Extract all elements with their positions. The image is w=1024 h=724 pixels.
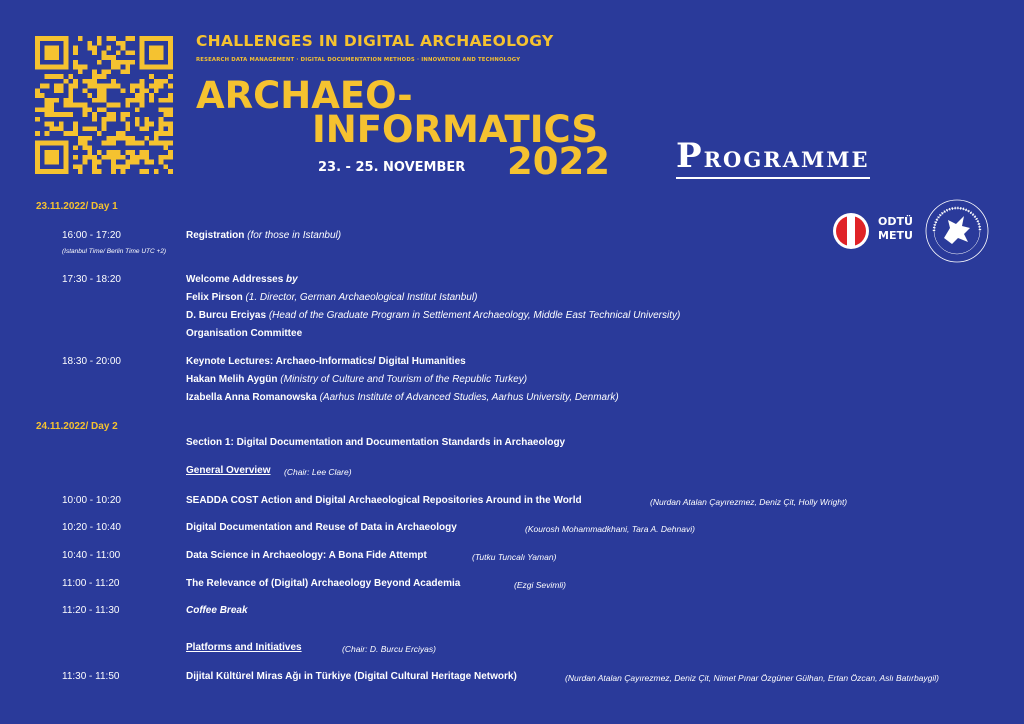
keynote-title: Keynote Lectures: Archaeo-Informatics/ Digital Humanities [186, 356, 466, 367]
talk-time: 10:40 - 11:00 [62, 550, 121, 561]
section-title: Section 1: Digital Documentation and Documentation Standards in Archaeology [186, 437, 566, 448]
talk-authors: (Tutku Tuncalı Yaman) [472, 552, 557, 562]
talk-time: 10:20 - 10:40 [62, 522, 121, 533]
welcome-title: Welcome Addresses [186, 274, 284, 285]
talk-time: 10:00 - 10:20 [62, 495, 121, 506]
overview-row [186, 465, 271, 477]
talk-time: 11:00 - 11:20 [62, 578, 120, 589]
timezone-note: (Istanbul Time/ Berlin Time UTC +2) [62, 248, 167, 255]
day1-time-2: 17:30 - 18:20 [62, 274, 121, 285]
registration-row [186, 230, 341, 242]
metu-line: METU [878, 229, 913, 242]
day2-label: 24.11.2022/ Day 2 [36, 421, 118, 432]
qr-code-icon [35, 36, 173, 174]
odtu-line: ODTÜ [878, 215, 913, 228]
event-subtitle: CHALLENGES IN DIGITAL ARCHAEOLOGY [196, 32, 554, 50]
speaker-name: Felix Pirson [186, 292, 243, 303]
speaker-affil: (Head of the Graduate Program in Settlement Archaeology, Middle East Technical University) [268, 310, 681, 321]
speaker-name: Hakan Melih Aygün [186, 374, 278, 385]
day1-time-1: 16:00 - 17:20 [62, 230, 121, 241]
coffee-break: Coffee Break [186, 605, 248, 616]
title-year: 2022 [507, 140, 610, 183]
talk-time: 11:30 - 11:50 [62, 671, 120, 682]
speaker-row [186, 292, 477, 304]
odtu-logo-icon [830, 212, 872, 250]
registration-title: Registration [186, 230, 245, 241]
break-time: 11:20 - 11:30 [62, 605, 120, 616]
speaker-row [186, 392, 619, 404]
day1-label: 23.11.2022/ Day 1 [36, 201, 118, 212]
odtu-logo-text [878, 215, 913, 243]
session-label: General Overview [186, 465, 271, 476]
talk-title: Digital Documentation and Reuse of Data in Archaeology [186, 522, 457, 533]
talk-title: The Relevance of (Digital) Archaeology Beyond Academia [186, 578, 461, 589]
event-dates: 23. - 25. NOVEMBER [318, 160, 466, 175]
speaker-name: Izabella Anna Romanowska [186, 392, 317, 403]
welcome-row [186, 274, 298, 286]
talk-authors: (Kourosh Mohammadkhani, Tara A. Dehnavi) [525, 524, 695, 534]
event-topics: RESEARCH DATA MANAGEMENT · DIGITAL DOCUMENTATION METHODS · INNOVATION AND TECHNOLOGY [196, 57, 521, 63]
talk-authors: (Nurdan Atalan Çayırezmez, Deniz Çit, Nimet Pınar Özgüner Gülhan, Ertan Özcan, Aslı Batırbaygil) [565, 673, 939, 683]
speaker-name: Organisation Committee [186, 328, 303, 339]
registration-note: (for those in Istanbul) [247, 230, 342, 241]
title-line-2: INFORMATICS [312, 108, 599, 151]
speaker-name: D. Burcu Erciyas [186, 310, 267, 321]
talk-authors: (Ezgi Sevimli) [514, 580, 566, 590]
session-chair: (Chair: Lee Clare) [284, 467, 352, 477]
welcome-by: by [286, 274, 298, 285]
session-label: Platforms and Initiatives [186, 642, 302, 653]
griffin-seal-icon [924, 198, 990, 264]
speaker-row [186, 374, 527, 386]
speaker-affil: (Ministry of Culture and Tourism of the Republic Turkey) [280, 374, 528, 385]
speaker-affil: (1. Director, German Archaeological Institut Istanbul) [245, 292, 478, 303]
talk-title: SEADDA COST Action and Digital Archaeological Repositories Around in the World [186, 495, 582, 506]
speaker-affil: (Aarhus Institute of Advanced Studies, Aarhus University, Denmark) [319, 392, 619, 403]
programme-heading: Programme [676, 138, 870, 179]
speaker-row [186, 310, 680, 322]
session-chair: (Chair: D. Burcu Erciyas) [342, 644, 436, 654]
talk-title: Data Science in Archaeology: A Bona Fide Attempt [186, 550, 427, 561]
title-line-1: ARCHAEO- [196, 74, 413, 117]
talk-authors: (Nurdan Atalan Çayırezmez, Deniz Çit, Holly Wright) [650, 497, 848, 507]
day1-time-3: 18:30 - 20:00 [62, 356, 121, 367]
talk-title: Dijital Kültürel Miras Ağı in Türkiye (Digital Cultural Heritage Network) [186, 671, 517, 682]
